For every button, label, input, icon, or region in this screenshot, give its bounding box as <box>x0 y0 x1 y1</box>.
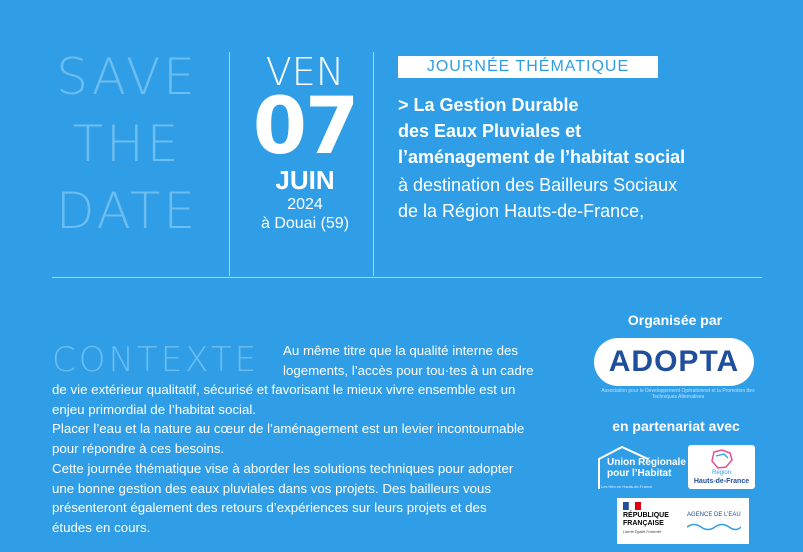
adopta-logo: ADOPTA <box>594 338 754 386</box>
save-word: SAVE <box>56 48 198 106</box>
contexte-line: une bonne gestion des eaux pluviales dans vos projets. Des bailleurs vous <box>52 481 492 496</box>
contexte-line: pour répondre à ces besoins. <box>52 441 225 456</box>
ush-line1: Union Régionale <box>607 457 686 468</box>
contexte-line: de vie extérieur qualitatif, sécurisé et favorisant le mieux vivre ensemble est un <box>52 382 516 397</box>
event-title-line: > La Gestion Durable <box>398 95 579 115</box>
contexte-line: présenteront également des retours d’expériences sur leurs projets et des <box>52 500 487 515</box>
region-map-icon <box>708 448 736 470</box>
divider-horizontal <box>52 277 762 278</box>
contexte-line: Cette journée thématique vise à aborder les solutions techniques pour adopter <box>52 461 514 476</box>
region-line1: Région <box>711 470 731 476</box>
the-word: THE <box>72 115 182 173</box>
event-subtitle-line: de la Région Hauts-de-France, <box>398 201 645 221</box>
contexte-heading: CONTEXTE <box>52 340 260 380</box>
agence-eau-logo: AGENCE DE L’EAU <box>687 512 741 518</box>
event-title-line: l’aménagement de l’habitat social <box>398 147 686 167</box>
ush-logo <box>596 443 686 491</box>
contexte-line: Placer l’eau et la nature au cœur de l’aménagement est un levier incontournable <box>52 421 525 436</box>
event-type-badge: JOURNÉE THÉMATIQUE <box>398 56 658 78</box>
divider-right <box>373 52 374 276</box>
event-title-line: des Eaux Pluviales et <box>398 121 582 141</box>
date-word: DATE <box>55 182 199 240</box>
rf-line1: RÉPUBLIQUE <box>623 512 669 519</box>
rf-line2: FRANÇAISE <box>623 520 664 527</box>
partners-label: en partenariat avec <box>612 418 740 434</box>
rf-motto: Liberté Égalité Fraternité <box>623 530 662 534</box>
divider-left <box>229 52 230 276</box>
day-number: 07 <box>252 82 358 172</box>
contexte-line: Au même titre que la qualité interne des <box>283 343 519 358</box>
contexte-line: études en cours. <box>52 520 151 535</box>
ush-line2: pour l’Habitat <box>607 468 672 479</box>
year: 2024 <box>287 196 323 213</box>
event-subtitle-line: à destination des Bailleurs Sociaux <box>398 175 678 195</box>
contexte-line: enjeu primordial de l’habitat social. <box>52 402 256 417</box>
marianne-icon <box>623 502 641 510</box>
month: JUIN <box>275 165 335 195</box>
location: à Douai (59) <box>260 215 350 232</box>
weekday: VEN <box>265 50 345 94</box>
organizer-label: Organisée par <box>627 312 723 328</box>
wave-icon <box>687 522 741 532</box>
region-logo <box>688 445 755 489</box>
region-line2: Hauts-de-France <box>693 478 750 485</box>
contexte-line: logements, l’accès pour tou·tes à un cadre <box>283 363 534 378</box>
ush-small: Les Hlm en Hauts-de-France <box>601 484 653 489</box>
adopta-tagline: Association pour le Développement Opérationnel et la Promotion des Techniques Alternatives <box>601 388 755 400</box>
rf-agence-logos <box>617 498 749 544</box>
